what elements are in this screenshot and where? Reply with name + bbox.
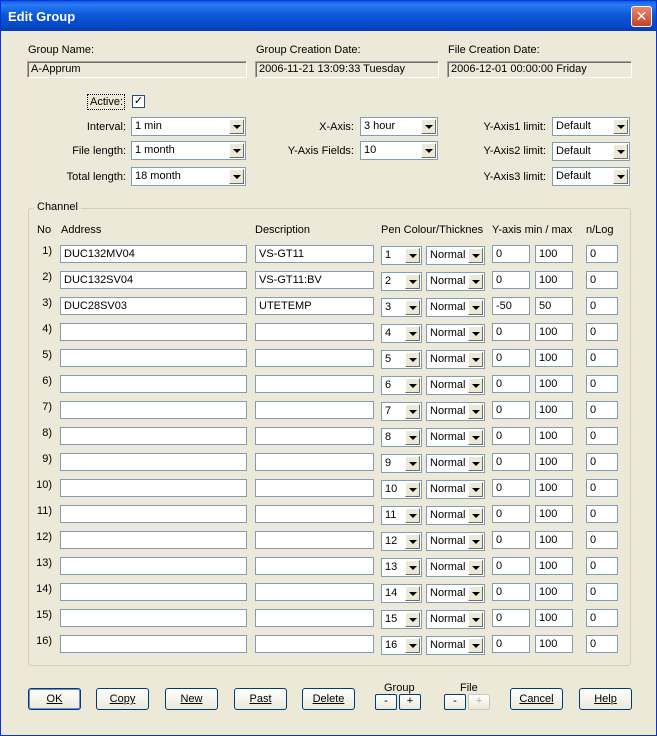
- file-length-label: File length:: [72, 145, 126, 157]
- row-number: 2): [42, 271, 52, 283]
- pen-colour-select[interactable]: [381, 324, 422, 343]
- pen-colour-value: 14: [385, 587, 398, 599]
- nlog-input[interactable]: 0: [586, 635, 618, 653]
- cancel-button-label: Cancel: [519, 693, 554, 705]
- xaxis-select[interactable]: [360, 117, 438, 136]
- pen-colour-select[interactable]: [381, 402, 422, 421]
- chevron-down-icon[interactable]: [468, 534, 483, 549]
- nlog-input[interactable]: 0: [586, 401, 618, 419]
- chevron-down-icon[interactable]: [405, 274, 420, 289]
- ymin-input[interactable]: 0: [492, 479, 530, 497]
- creation-date-label: Group Creation Date:: [256, 44, 361, 56]
- nlog-input[interactable]: 0: [586, 505, 618, 523]
- thickness-select[interactable]: [426, 428, 485, 447]
- pen-colour-value: 16: [385, 639, 398, 651]
- thickness-select[interactable]: [426, 350, 485, 369]
- header-no: No: [37, 224, 52, 236]
- thickness-select[interactable]: [426, 376, 485, 395]
- chevron-down-icon[interactable]: [468, 482, 483, 497]
- chevron-down-icon[interactable]: [468, 638, 483, 653]
- yaxis-fields-label: Y-Axis Fields:: [287, 145, 354, 157]
- copy-button-label: Copy: [109, 693, 136, 705]
- header-nlog: n/Log: [586, 224, 614, 236]
- nlog-input[interactable]: 0: [586, 557, 618, 575]
- thickness-value: Normal: [430, 405, 466, 417]
- ymax-input[interactable]: 100: [535, 453, 573, 471]
- chevron-down-icon[interactable]: [229, 143, 244, 158]
- thickness-select[interactable]: [426, 506, 485, 525]
- thickness-value: Normal: [430, 353, 466, 365]
- help-button[interactable]: [579, 688, 632, 710]
- row-number: 12): [36, 531, 52, 543]
- ymin-input[interactable]: 0: [492, 349, 530, 367]
- pen-colour-value: 2: [385, 275, 392, 287]
- ok-button-label: OK: [46, 693, 63, 705]
- description-input[interactable]: [255, 557, 374, 575]
- thickness-select[interactable]: [426, 558, 485, 577]
- pen-colour-value: 13: [385, 561, 398, 573]
- nlog-input[interactable]: 0: [586, 297, 618, 315]
- thickness-value: Normal: [430, 483, 466, 495]
- thickness-select[interactable]: [426, 272, 485, 291]
- chevron-down-icon[interactable]: [468, 300, 483, 315]
- address-input[interactable]: [60, 427, 247, 445]
- nlog-input[interactable]: 0: [586, 245, 618, 263]
- creation-date-field: 2006-11-21 13:09:33 Tuesday: [255, 61, 439, 78]
- header-description: Description: [255, 224, 311, 236]
- chevron-down-icon[interactable]: [468, 508, 483, 523]
- thickness-value: Normal: [430, 587, 466, 599]
- help-button-label: Help: [594, 693, 617, 705]
- thickness-select[interactable]: [426, 610, 485, 629]
- ymin-input[interactable]: 0: [492, 557, 530, 575]
- description-input[interactable]: [255, 427, 374, 445]
- past-button-label: Past: [249, 693, 272, 705]
- description-input[interactable]: [255, 583, 374, 601]
- ymin-input[interactable]: -50: [492, 297, 530, 315]
- thickness-select[interactable]: [426, 480, 485, 499]
- chevron-down-icon[interactable]: [613, 169, 628, 184]
- pen-colour-value: 9: [385, 457, 392, 469]
- thickness-value: Normal: [430, 379, 466, 391]
- nlog-input[interactable]: 0: [586, 427, 618, 445]
- file-length-value: 1 month: [135, 144, 175, 156]
- xaxis-label: X-Axis:: [319, 121, 354, 133]
- chevron-down-icon[interactable]: [468, 560, 483, 575]
- ok-button[interactable]: [28, 688, 81, 710]
- chevron-down-icon[interactable]: [613, 119, 628, 134]
- nlog-input[interactable]: 0: [586, 531, 618, 549]
- ymax-input[interactable]: 100: [535, 245, 573, 263]
- pen-colour-select[interactable]: [381, 480, 422, 499]
- pen-colour-value: 3: [385, 301, 392, 313]
- ymax-input[interactable]: 100: [535, 401, 573, 419]
- thickness-value: Normal: [430, 639, 466, 651]
- row-number: 4): [42, 323, 52, 335]
- chevron-down-icon[interactable]: [405, 248, 420, 263]
- ymin-input[interactable]: 0: [492, 323, 530, 341]
- pen-colour-value: 15: [385, 613, 398, 625]
- row-number: 11): [36, 505, 52, 517]
- row-number: 5): [42, 349, 52, 361]
- interval-label: Interval:: [86, 121, 126, 133]
- address-input[interactable]: [60, 531, 247, 549]
- description-input[interactable]: [255, 505, 374, 523]
- y3-limit-select[interactable]: [552, 167, 630, 186]
- ymin-input[interactable]: 0: [492, 453, 530, 471]
- nlog-input[interactable]: 0: [586, 271, 618, 289]
- window-title: Edit Group: [8, 9, 76, 24]
- chevron-down-icon[interactable]: [421, 143, 436, 158]
- description-input[interactable]: [255, 375, 374, 393]
- interval-select[interactable]: [131, 117, 246, 136]
- address-input[interactable]: DUC132SV04: [60, 271, 247, 289]
- xaxis-value: 3 hour: [364, 120, 396, 132]
- pen-colour-select[interactable]: [381, 610, 422, 629]
- address-input[interactable]: [60, 349, 247, 367]
- description-input[interactable]: [255, 479, 374, 497]
- ymax-input[interactable]: 100: [535, 609, 573, 627]
- active-checkbox[interactable]: ✓: [133, 95, 144, 107]
- chevron-down-icon[interactable]: [468, 456, 483, 471]
- description-input[interactable]: [255, 531, 374, 549]
- pen-colour-select[interactable]: [381, 272, 422, 291]
- header-yaxis: Y-axis min / max: [492, 224, 573, 236]
- chevron-down-icon[interactable]: [405, 638, 420, 653]
- pen-colour-value: 10: [385, 483, 398, 495]
- pen-colour-value: 8: [385, 431, 392, 443]
- file-prev-button[interactable]: -: [444, 694, 466, 710]
- ymin-input[interactable]: 0: [492, 635, 530, 653]
- chevron-down-icon[interactable]: [613, 144, 628, 159]
- delete-button[interactable]: [302, 688, 355, 710]
- ymin-input[interactable]: 0: [492, 531, 530, 549]
- nlog-input[interactable]: 0: [586, 453, 618, 471]
- row-number: 6): [42, 375, 52, 387]
- address-input[interactable]: [60, 635, 247, 653]
- nlog-input[interactable]: 0: [586, 583, 618, 601]
- nlog-input[interactable]: 0: [586, 375, 618, 393]
- thickness-select[interactable]: [426, 532, 485, 551]
- ymin-input[interactable]: 0: [492, 583, 530, 601]
- address-input[interactable]: [60, 609, 247, 627]
- address-input[interactable]: [60, 323, 247, 341]
- chevron-down-icon[interactable]: [405, 352, 420, 367]
- group-name-label: Group Name:: [28, 44, 95, 56]
- description-input[interactable]: [255, 349, 374, 367]
- row-number: 7): [42, 401, 52, 413]
- description-input[interactable]: [255, 323, 374, 341]
- delete-button-label: Delete: [312, 693, 345, 705]
- pen-colour-select[interactable]: [381, 584, 422, 603]
- row-number: 3): [42, 297, 52, 309]
- ymax-input[interactable]: 100: [535, 479, 573, 497]
- pen-colour-select[interactable]: [381, 298, 422, 317]
- pen-colour-select[interactable]: [381, 506, 422, 525]
- close-button[interactable]: ✕: [631, 6, 652, 27]
- description-input[interactable]: [255, 635, 374, 653]
- group-nav-label: Group: [384, 682, 415, 694]
- new-button[interactable]: [165, 688, 218, 710]
- file-length-select[interactable]: [131, 141, 246, 160]
- thickness-value: Normal: [430, 561, 466, 573]
- address-input[interactable]: [60, 401, 247, 419]
- address-input[interactable]: DUC28SV03: [60, 297, 247, 315]
- ymin-input[interactable]: 0: [492, 609, 530, 627]
- pen-colour-select[interactable]: [381, 350, 422, 369]
- thickness-value: Normal: [430, 327, 466, 339]
- thickness-value: Normal: [430, 301, 466, 313]
- pen-colour-select[interactable]: [381, 246, 422, 265]
- thickness-value: Normal: [430, 535, 466, 547]
- title-bar[interactable]: [1, 1, 656, 31]
- chevron-down-icon[interactable]: [405, 586, 420, 601]
- description-input[interactable]: VS-GT11: [255, 245, 374, 263]
- description-input[interactable]: [255, 609, 374, 627]
- chevron-down-icon[interactable]: [405, 430, 420, 445]
- past-button[interactable]: [234, 688, 287, 710]
- address-input[interactable]: DUC132MV04: [60, 245, 247, 263]
- address-input[interactable]: [60, 479, 247, 497]
- row-number: 13): [36, 557, 52, 569]
- ymax-input[interactable]: 100: [535, 349, 573, 367]
- pen-colour-select[interactable]: [381, 376, 422, 395]
- chevron-down-icon[interactable]: [468, 378, 483, 393]
- header-pen: Pen Colour/Thicknes: [381, 224, 484, 236]
- y3-limit-label: Y-Axis3 limit:: [483, 171, 546, 183]
- pen-colour-value: 11: [385, 509, 397, 521]
- chevron-down-icon[interactable]: [468, 586, 483, 601]
- chevron-down-icon[interactable]: [468, 248, 483, 263]
- yaxis-fields-value: 10: [364, 144, 377, 156]
- row-number: 8): [42, 427, 52, 439]
- thickness-select[interactable]: [426, 584, 485, 603]
- thickness-select[interactable]: [426, 246, 485, 265]
- ymax-input[interactable]: 100: [535, 271, 573, 289]
- ymin-input[interactable]: 0: [492, 401, 530, 419]
- yaxis-fields-select[interactable]: [360, 141, 438, 160]
- chevron-down-icon[interactable]: [229, 169, 244, 184]
- interval-value: 1 min: [135, 120, 162, 132]
- chevron-down-icon[interactable]: [405, 560, 420, 575]
- address-input[interactable]: [60, 505, 247, 523]
- thickness-value: Normal: [430, 249, 466, 261]
- ymax-input[interactable]: 100: [535, 531, 573, 549]
- chevron-down-icon[interactable]: [229, 119, 244, 134]
- pen-colour-value: 4: [385, 327, 392, 339]
- chevron-down-icon[interactable]: [468, 430, 483, 445]
- row-number: 15): [36, 609, 52, 621]
- chevron-down-icon[interactable]: [468, 404, 483, 419]
- ymin-input[interactable]: 0: [492, 505, 530, 523]
- thickness-value: Normal: [430, 509, 466, 521]
- description-input[interactable]: [255, 401, 374, 419]
- thickness-select[interactable]: [426, 402, 485, 421]
- description-input[interactable]: UTETEMP: [255, 297, 374, 315]
- file-next-button[interactable]: +: [468, 694, 490, 710]
- copy-button[interactable]: [96, 688, 149, 710]
- ymax-input[interactable]: 50: [535, 297, 573, 315]
- chevron-down-icon[interactable]: [405, 456, 420, 471]
- thickness-value: Normal: [430, 275, 466, 287]
- y1-limit-value: Default: [556, 120, 591, 132]
- pen-colour-value: 1: [385, 249, 392, 261]
- pen-colour-value: 7: [385, 405, 392, 417]
- ymin-input[interactable]: 0: [492, 271, 530, 289]
- chevron-down-icon[interactable]: [405, 326, 420, 341]
- pen-colour-select[interactable]: [381, 428, 422, 447]
- y1-limit-label: Y-Axis1 limit:: [483, 121, 546, 133]
- ymax-input[interactable]: 100: [535, 427, 573, 445]
- chevron-down-icon[interactable]: [405, 404, 420, 419]
- chevron-down-icon[interactable]: [468, 326, 483, 341]
- y3-limit-value: Default: [556, 170, 591, 182]
- ymax-input[interactable]: 100: [535, 583, 573, 601]
- nlog-input[interactable]: 0: [586, 479, 618, 497]
- file-date-field: 2006-12-01 00:00:00 Friday: [447, 61, 632, 78]
- file-date-label: File Creation Date:: [448, 44, 540, 56]
- row-number: 14): [36, 583, 52, 595]
- group-name-field: A-Apprum: [27, 61, 247, 78]
- row-number: 1): [42, 245, 52, 257]
- thickness-select[interactable]: [426, 298, 485, 317]
- ymax-input[interactable]: 100: [535, 635, 573, 653]
- chevron-down-icon[interactable]: [405, 508, 420, 523]
- header-address: Address: [61, 224, 102, 236]
- chevron-down-icon[interactable]: [468, 612, 483, 627]
- y2-limit-value: Default: [556, 145, 591, 157]
- nlog-input[interactable]: 0: [586, 609, 618, 627]
- chevron-down-icon[interactable]: [405, 534, 420, 549]
- pen-colour-value: 6: [385, 379, 392, 391]
- chevron-down-icon[interactable]: [405, 482, 420, 497]
- chevron-down-icon[interactable]: [468, 274, 483, 289]
- y2-limit-label: Y-Axis2 limit:: [483, 145, 546, 157]
- row-number: 9): [42, 453, 52, 465]
- y1-limit-select[interactable]: [552, 117, 630, 136]
- pen-colour-select[interactable]: [381, 636, 422, 655]
- total-length-select[interactable]: [131, 167, 246, 186]
- active-label: Active:: [89, 96, 123, 108]
- address-input[interactable]: [60, 375, 247, 393]
- chevron-down-icon[interactable]: [405, 612, 420, 627]
- thickness-select[interactable]: [426, 454, 485, 473]
- ymax-input[interactable]: 100: [535, 375, 573, 393]
- nlog-input[interactable]: 0: [586, 349, 618, 367]
- nlog-input[interactable]: 0: [586, 323, 618, 341]
- chevron-down-icon[interactable]: [405, 300, 420, 315]
- file-nav-label: File: [460, 682, 478, 694]
- row-number: 16): [36, 635, 52, 647]
- ymax-input[interactable]: 100: [535, 505, 573, 523]
- total-length-label: Total length:: [66, 171, 126, 183]
- new-button-label: New: [180, 693, 203, 705]
- ymax-input[interactable]: 100: [535, 557, 573, 575]
- chevron-down-icon[interactable]: [405, 378, 420, 393]
- group-next-button[interactable]: +: [399, 694, 421, 710]
- pen-colour-value: 5: [385, 353, 392, 365]
- chevron-down-icon[interactable]: [468, 352, 483, 367]
- group-prev-button[interactable]: -: [375, 694, 397, 710]
- total-length-value: 18 month: [135, 170, 181, 182]
- description-input[interactable]: VS-GT11:BV: [255, 271, 374, 289]
- address-input[interactable]: [60, 453, 247, 471]
- chevron-down-icon[interactable]: [421, 119, 436, 134]
- thickness-value: Normal: [430, 457, 466, 469]
- row-number: 10): [36, 479, 52, 491]
- ymax-input[interactable]: 100: [535, 323, 573, 341]
- thickness-select[interactable]: [426, 324, 485, 343]
- description-input[interactable]: [255, 453, 374, 471]
- ymin-input[interactable]: 0: [492, 375, 530, 393]
- thickness-value: Normal: [430, 431, 466, 443]
- y2-limit-select[interactable]: [552, 142, 630, 161]
- ymin-input[interactable]: 0: [492, 245, 530, 263]
- address-input[interactable]: [60, 557, 247, 575]
- pen-colour-value: 12: [385, 535, 398, 547]
- pen-colour-select[interactable]: [381, 454, 422, 473]
- pen-colour-select[interactable]: [381, 532, 422, 551]
- pen-colour-select[interactable]: [381, 558, 422, 577]
- ymin-input[interactable]: 0: [492, 427, 530, 445]
- channel-groupbox-title: Channel: [34, 201, 81, 213]
- address-input[interactable]: [60, 583, 247, 601]
- thickness-value: Normal: [430, 613, 466, 625]
- thickness-select[interactable]: [426, 636, 485, 655]
- cancel-button[interactable]: [510, 688, 563, 710]
